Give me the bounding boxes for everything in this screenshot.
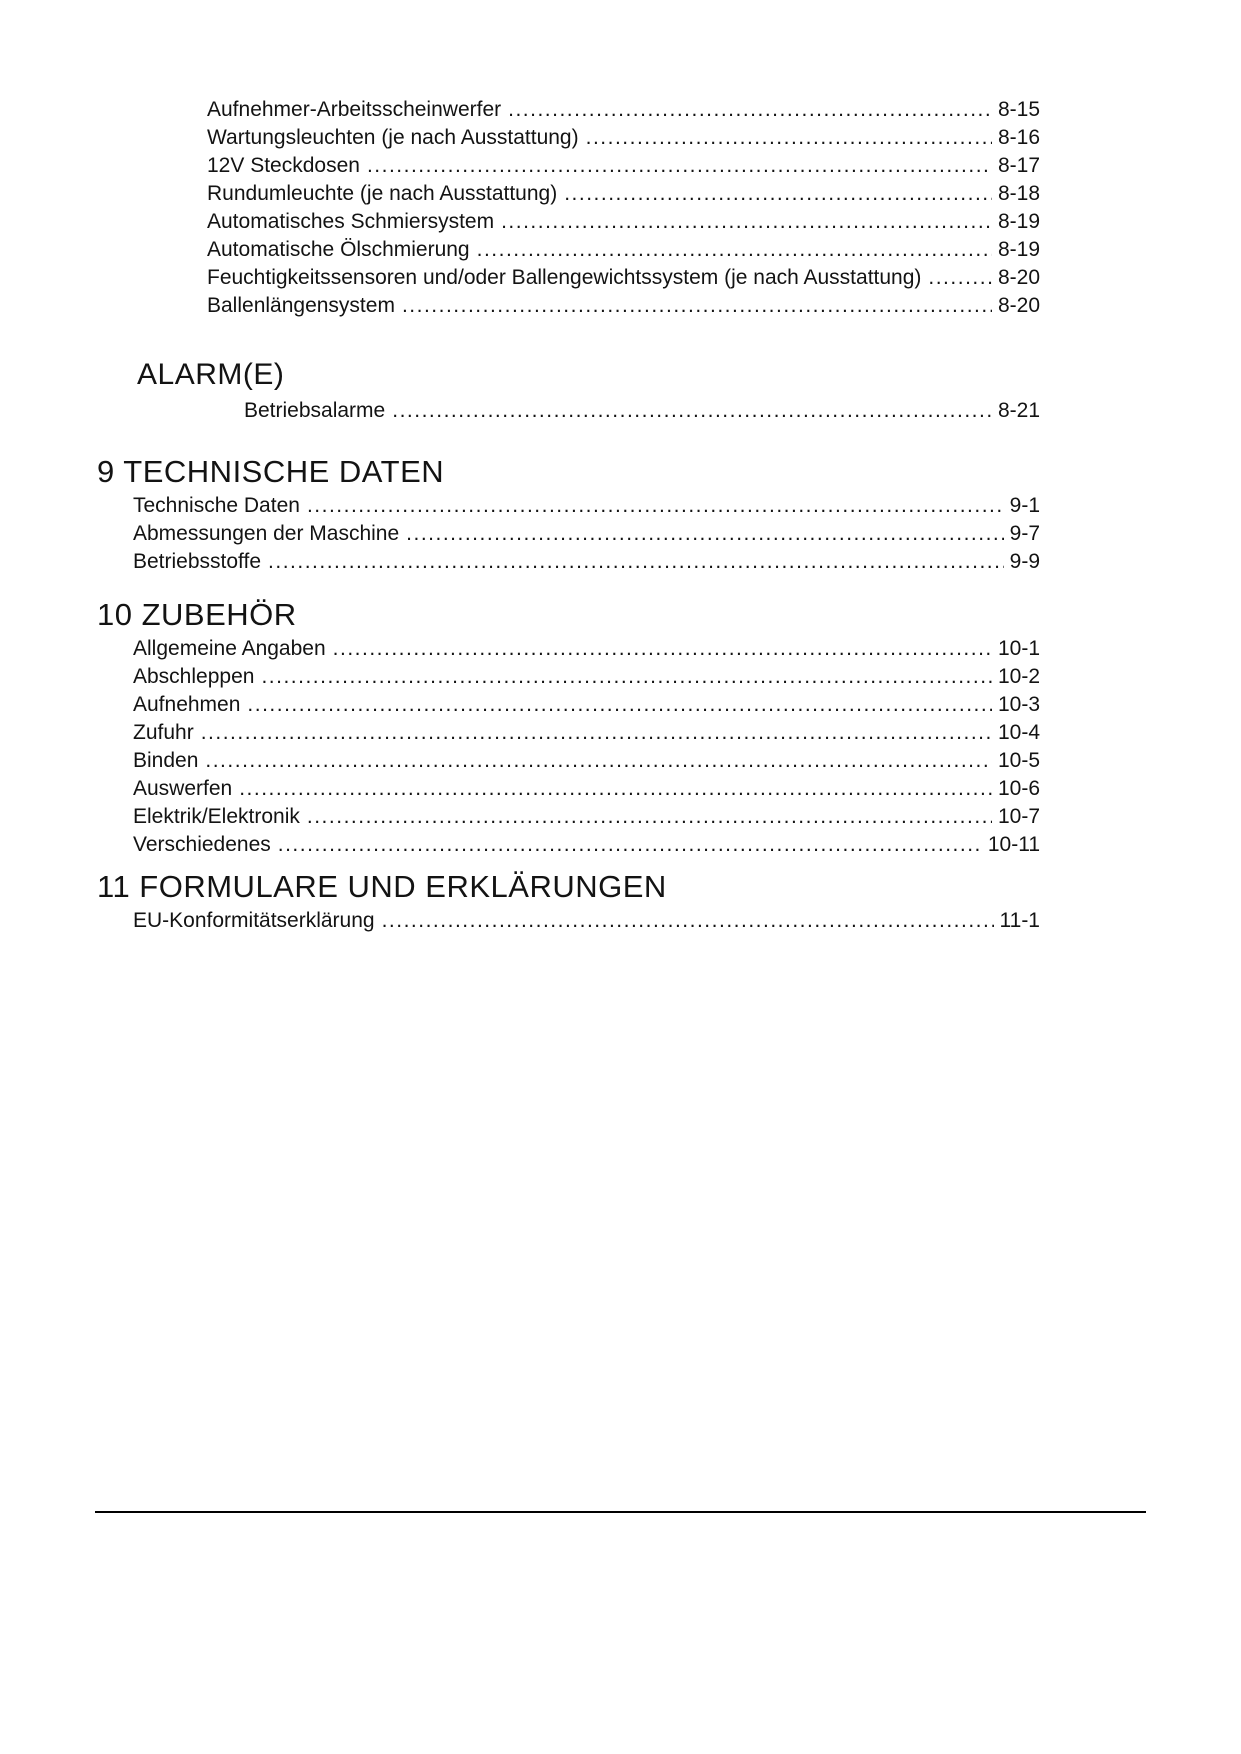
toc-entry-row[interactable] — [97, 747, 1040, 775]
toc-entry-row[interactable] — [97, 520, 1040, 548]
dot-leader — [307, 492, 1004, 520]
toc-entry-title: Technische Daten — [133, 494, 300, 517]
toc-entry-row[interactable] — [97, 719, 1040, 747]
toc-entry-title: Elektrik/Elektronik — [133, 805, 300, 828]
toc-entry-row[interactable] — [97, 208, 1040, 236]
toc-entry-page: 9-7 — [1009, 522, 1040, 545]
toc-entry-row[interactable] — [97, 124, 1040, 152]
dot-leader — [402, 292, 992, 320]
toc-entry-title: Rundumleuchte (je nach Ausstattung) — [207, 182, 558, 205]
toc-entry-page: 10-2 — [997, 665, 1040, 688]
toc-entry-title: Allgemeine Angaben — [133, 637, 326, 660]
chapter-heading-10: 10 ZUBEHÖR — [97, 597, 297, 632]
toc-entry-row[interactable] — [97, 397, 1040, 425]
toc-entry-title: Abmessungen der Maschine — [133, 522, 400, 545]
dot-leader — [501, 208, 992, 236]
dot-leader — [278, 831, 982, 859]
toc-entry-row[interactable] — [97, 492, 1040, 520]
toc-entry-page: 8-20 — [997, 266, 1040, 289]
toc-entry-row[interactable] — [97, 292, 1040, 320]
toc-entry-row[interactable] — [97, 152, 1040, 180]
toc-entry-page: 11-1 — [999, 909, 1040, 932]
toc-entry-title: Verschiedenes — [133, 833, 271, 856]
toc-entry-title: Abschleppen — [133, 665, 255, 688]
section-heading-alarme: ALARM(E) — [137, 358, 285, 391]
chapter-heading-9: 9 TECHNISCHE DATEN — [97, 454, 445, 489]
toc-entry-title: Auswerfen — [133, 777, 233, 800]
toc-entry-page: 10-3 — [997, 693, 1040, 716]
toc-entry-row[interactable] — [97, 831, 1040, 859]
toc-entry-page: 9-1 — [1009, 494, 1040, 517]
chapter-heading-11: 11 FORMULARE UND ERKLÄRUNGEN — [97, 869, 667, 904]
dot-leader — [406, 520, 1003, 548]
toc-entry-page: 9-9 — [1009, 550, 1040, 573]
toc-entry-title: Wartungsleuchten (je nach Ausstattung) — [207, 126, 579, 149]
dot-leader — [268, 548, 1004, 576]
toc-entry-row[interactable] — [97, 663, 1040, 691]
dot-leader — [201, 719, 992, 747]
toc-entry-page: 10-7 — [997, 805, 1040, 828]
toc-entry-row[interactable] — [97, 180, 1040, 208]
dot-leader — [586, 124, 992, 152]
toc-entry-page: 8-15 — [997, 98, 1040, 121]
toc-entry-title: Automatisches Schmiersystem — [207, 210, 495, 233]
toc-entry-page: 10-6 — [997, 777, 1040, 800]
dot-leader — [508, 96, 992, 124]
dot-leader — [564, 180, 992, 208]
toc-entry-title: Aufnehmer-Arbeitsscheinwerfer — [207, 98, 502, 121]
dot-leader — [239, 775, 992, 803]
toc-entry-row[interactable] — [97, 236, 1040, 264]
toc-entry-title: EU-Konformitätserklärung — [133, 909, 375, 932]
dot-leader — [382, 907, 994, 935]
toc-entry-page: 10-11 — [987, 833, 1040, 856]
toc-entry-row[interactable] — [97, 691, 1040, 719]
toc-entry-page: 8-20 — [997, 294, 1040, 317]
toc-entry-page: 8-19 — [997, 238, 1040, 261]
dot-leader — [205, 747, 992, 775]
dot-leader — [307, 803, 992, 831]
toc-entry-page: 8-17 — [997, 154, 1040, 177]
toc-entry-title: Betriebsalarme — [244, 399, 386, 422]
dot-leader — [261, 663, 992, 691]
dot-leader — [367, 152, 992, 180]
toc-entry-row[interactable] — [97, 775, 1040, 803]
toc-entry-title: Aufnehmen — [133, 693, 241, 716]
toc-entry-row[interactable] — [97, 803, 1040, 831]
toc-entry-page: 8-16 — [997, 126, 1040, 149]
toc-entry-row[interactable] — [97, 264, 1040, 292]
toc-entry-title: 12V Steckdosen — [207, 154, 360, 177]
table-of-contents — [97, 96, 1040, 935]
toc-entry-row[interactable] — [97, 907, 1040, 935]
toc-entry-title: Automatische Ölschmierung — [207, 238, 470, 261]
toc-entry-title: Feuchtigkeitssensoren und/oder Ballengewichtssystem (je nach Ausstattung) — [207, 266, 922, 289]
toc-entry-row[interactable] — [97, 548, 1040, 576]
toc-entry-row[interactable] — [97, 635, 1040, 663]
dot-leader — [247, 691, 992, 719]
toc-entry-row[interactable] — [97, 96, 1040, 124]
toc-entry-page: 8-19 — [997, 210, 1040, 233]
toc-entry-title: Betriebsstoffe — [133, 550, 262, 573]
toc-entry-page: 8-18 — [997, 182, 1040, 205]
toc-entry-title: Ballenlängensystem — [207, 294, 395, 317]
dot-leader — [392, 397, 992, 425]
dot-leader — [333, 635, 992, 663]
toc-entry-title: Zufuhr — [133, 721, 194, 744]
footer-rule — [95, 1511, 1146, 1513]
toc-entry-title: Binden — [133, 749, 199, 772]
dot-leader — [928, 264, 992, 292]
toc-entry-page: 10-4 — [997, 721, 1040, 744]
toc-entry-page: 10-1 — [997, 637, 1040, 660]
toc-entry-page: 10-5 — [997, 749, 1040, 772]
toc-entry-page: 8-21 — [997, 399, 1040, 422]
dot-leader — [477, 236, 992, 264]
